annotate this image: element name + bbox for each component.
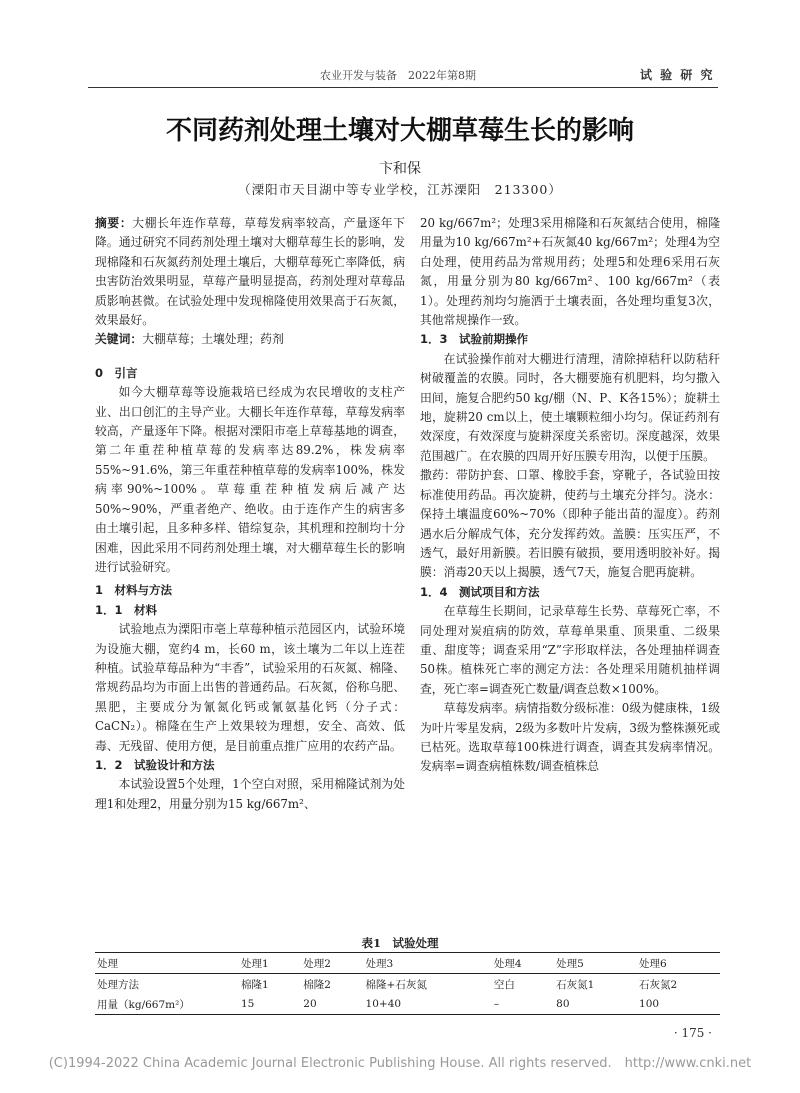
table-header-cell: 处理3 [364,953,492,974]
pre-operation-paragraph-2: 撒药：带防护套、口罩、橡胶手套，穿靴子，各试验田按标准使用药品。再次旋耕，使药与土壤充分拌匀。浇水：保持土壤温度60%~70%（即种子能出苗的湿度）。药剂遇水后分解成气体，充分发挥药效。盖膜：压实压严，不透气，最好用新膜。若旧膜有破损，要用透明胶补好。揭膜：消毒20天以上揭膜，透气7天，施复合肥再旋耕。 [420,468,720,580]
materials-methods-heading: 1 材料与方法 [95,583,173,598]
design-heading: 1．2 试验设计和方法 [95,757,215,772]
table-cell: 15 [239,994,301,1015]
pre-operation-heading: 1．3 试验前期操作 [420,332,529,347]
materials-heading: 1．1 材料 [95,602,158,617]
section-tag: 试 验 研 究 [640,68,715,82]
design-paragraph-cont: 20 kg/667m²；处理3采用棉隆和石灰氮结合使用，棉隆用量为10 kg/667m²+石灰氮40 kg/667m²；处理4为空白处理，使用药品为常规用药；处理5和处理6采用石灰氮，用量分别为80 kg/667m²、100 kg/667m²（表1）。处理药剂均匀施洒于土壤表面，各处理均重复3次，其他常规操作一致。 [420,216,720,328]
table-cell: 80 [554,994,637,1015]
author: 卞和保 [379,161,421,177]
table-header-row [95,953,720,974]
test-items-paragraph-1: 在草莓生长期间，记录草莓生长势、草莓死亡率，不同处理对炭疽病的防效，草莓单果重、顶果重、二级果重、甜度等；调查采用“Z”字形取样法，各处理抽样调查50株。植株死亡率的测定方法：各处理采用随机抽样调查，死亡率=调查死亡数量/调查总数×100%。 [420,604,720,696]
keywords [95,330,405,349]
abstract [95,214,405,330]
intro-paragraph: 如今大棚草莓等设施栽培已经成为农民增收的支柱产业、出口创汇的主导产业。大棚长年连作草莓，草莓发病率较高，产量逐年下降。根据对溧阳市亳上草莓基地的调查，第二年重茬种植草莓的发病率达89.2%，株发病率55%~91.6%，第三年重茬种植草莓的发病率100%，株发病率90%~100%。草莓重茬种植发病后减产达50%~90%，严重者绝产、绝收。由于连作产生的病害多由土壤引起，且多种多样、错综复杂，其机理和控制均十分困难，因此采用不同药剂处理土壤，对大棚草莓生长的影响进行试验研究。 [95,385,405,574]
table-header-cell: 处理1 [239,953,301,974]
right-column [420,214,720,777]
table-cell: 空白 [493,978,515,991]
table-cell: 10+40 [364,994,492,1015]
table-caption: 表1 试验处理 [361,936,439,950]
journal-issue: 农业开发与装备 2022年第8期 [320,69,476,82]
table-header-cell: 处理 [95,953,239,974]
table-cell: 棉隆+石灰氮 [365,978,427,991]
test-items-paragraph-2: 草莓发病率。病情指数分级标准：0级为健康株，1级为叶片零星发病，2级为多数叶片发病，3级为整株濒死或已枯死。选取草莓100株进行调查，调查其发病率情况。发病率=调查病植株数/调查植株总 [420,701,720,774]
abstract-text: 大棚长年连作草莓，草莓发病率较高，产量逐年下降。通过研究不同药剂处理土壤对大棚草莓生长的影响，发现棉隆和石灰氮药剂处理土壤后，大棚草莓死亡率降低，病虫害防治效果明显，草莓产量明显提高，药剂处理对草莓品质影响甚微。在试验处理中发现棉隆使用效果高于石灰氮，效果最好。 [95,216,405,328]
article-title: 不同药剂处理土壤对大棚草莓生长的影响 [165,116,634,146]
table-header-cell: 处理4 [492,953,554,974]
table-header-cell: 处理6 [637,953,720,974]
pre-operation-paragraph-1: 在试验操作前对大棚进行清理，清除掉秸秆以防秸秆树破覆盖的农膜。同时，各大棚要施有机肥料，均匀撒入田间，施复合肥约50 kg/棚（N、P、K各15%）；旋耕土地，旋耕20 cm以上，使土壤颗粒细小均匀。保证药剂有效深度，有效深度与旋耕深度关系密切。深度越深，效果范围越广。在农膜的四周开好压膜专用沟，以便于压膜。 [420,351,720,463]
page-number: · 175 · [673,1026,712,1040]
affiliation: （溧阳市天目湖中等专业学校，江苏溧阳 213300） [238,182,562,197]
intro-heading: 0 引言 [95,365,138,380]
table-cell: – [492,994,554,1015]
table-cell: 处理方法 [97,978,139,991]
table-row [95,994,720,1015]
keywords-text: 大棚草莓；土壤处理；药剂 [142,332,284,347]
table-cell: 石灰氮1 [556,978,595,991]
header-rule [88,87,718,88]
table-cell: 棉隆2 [303,978,331,991]
table-cell: 用量（kg/667m²） [95,994,239,1015]
table-cell: 棉隆1 [241,978,269,991]
test-items-heading: 1．4 测试项目和方法 [420,584,540,599]
table-row [95,974,720,995]
copyright-footer: (C)1994-2022 China Academic Journal Electronic Publishing House. All rights reserved. http://www.cnki.net [48,1056,752,1071]
table-cell: 20 [301,994,363,1015]
table-cell: 100 [637,994,720,1015]
treatment-table [95,952,720,1015]
table-header-cell: 处理2 [301,953,363,974]
keywords-label: 关键词： [95,332,143,347]
abstract-label: 摘要： [95,216,133,230]
left-column [95,214,405,814]
materials-paragraph: 试验地点为溧阳市亳上草莓种植示范园区内，试验环境为设施大棚，宽约4 m，长60 m，该土壤为二年以上连茬种植。试验草莓品种为“丰香”，试验采用的石灰氮、棉隆、常规药品均为市面上出售的普通药品。石灰氮，俗称乌肥、黑肥，主要成分为氰氮化钙或氰氨基化钙（分子式：CaCN₂）。棉隆在生产上效果较为理想，安全、高效、低毒、无残留、使用方便，是目前重点推广应用的农药产品。 [95,622,405,753]
design-paragraph-start: 本试验设置5个处理，1个空白对照，采用棉隆试剂为处理1和处理2，用量分别为15 kg/667m²、 [95,777,405,811]
table-header-cell: 处理5 [554,953,637,974]
table-cell: 石灰氮2 [639,978,678,991]
